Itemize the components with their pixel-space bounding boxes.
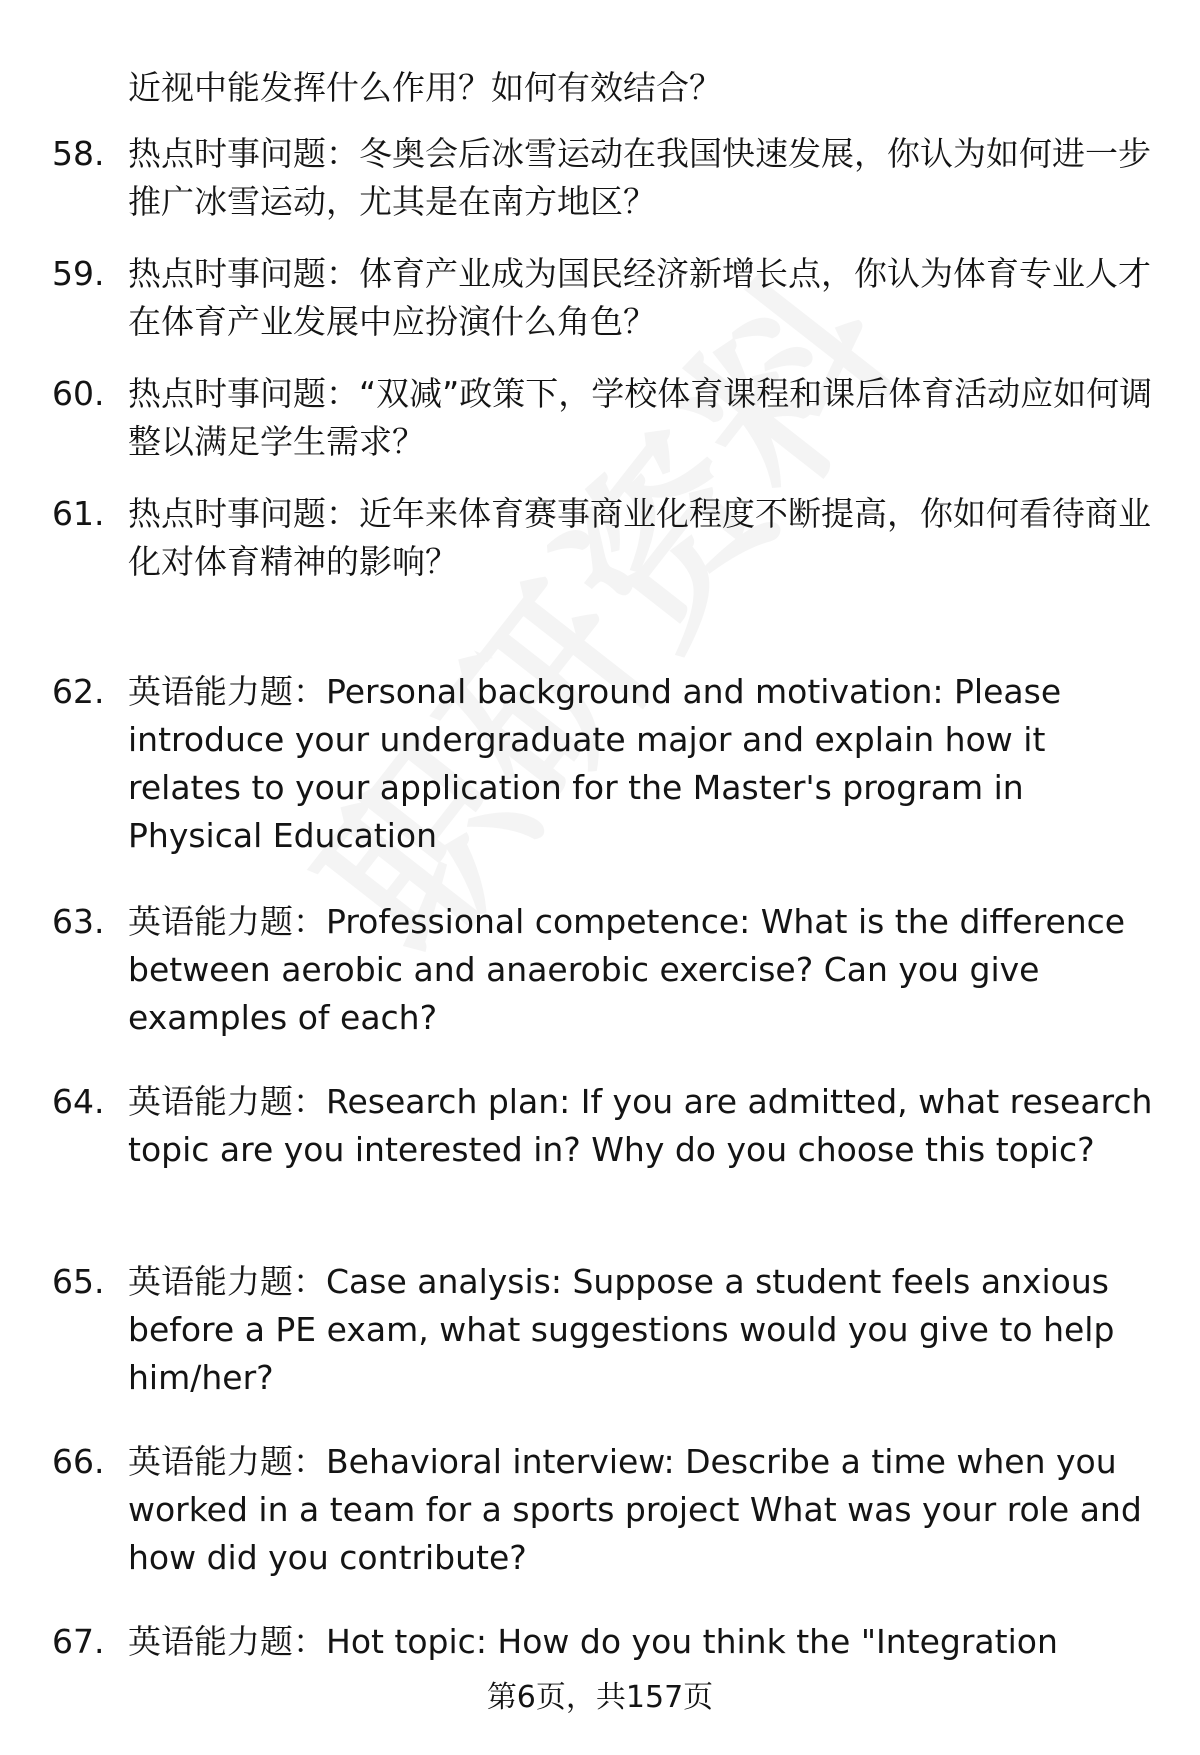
question-number: 61. [52,494,105,533]
question-number: 59. [52,254,105,293]
question-number: 66. [52,1442,105,1481]
question-text: 英语能力题：Case analysis: Suppose a student feels anxious before a PE exam, what suggestions would you give to help him/her? [128,1262,1115,1397]
question-text: 热点时事问题：体育产业成为国民经济新增长点，你认为体育专业人才在体育产业发展中应扮演什么角色？ [128,254,1151,341]
question-number: 67. [52,1622,105,1661]
question-text: 英语能力题：Professional competence: What is the difference between aerobic and anaerobic exercise? Can you give examples of each? [128,902,1126,1037]
question-text: 英语能力题：Research plan: If you are admitted, what research topic are you interested in? Why do you choose this topic? [128,1082,1153,1169]
question-number: 58. [52,134,105,173]
question-text: 英语能力题：Hot topic: How do you think the "Integration [128,1622,1058,1661]
question-text: 英语能力题：Behavioral interview: Describe a time when you worked in a team for a sports project What was your role and how did you contribute? [128,1442,1142,1577]
question-number: 64. [52,1082,105,1121]
continuation-text: 近视中能发挥什么作用？如何有效结合？ [128,68,722,107]
page-footer: 第6页，共157页 [486,1680,714,1715]
question-text: 热点时事问题：冬奥会后冰雪运动在我国快速发展，你认为如何进一步推广冰雪运动，尤其是在南方地区？ [128,134,1151,221]
question-number: 63. [52,902,105,941]
question-number: 62. [52,672,105,711]
question-number: 60. [52,374,105,413]
question-text: 热点时事问题：“双减”政策下，学校体育课程和课后体育活动应如何调整以满足学生需求？ [128,374,1153,461]
question-number: 65. [52,1262,105,1301]
question-text: 英语能力题：Personal background and motivation: Please introduce your undergraduate major and explain how it relates to your application for the Master's program in Physical Education [128,672,1062,855]
question-text: 热点时事问题：近年来体育赛事商业化程度不断提高，你如何看待商业化对体育精神的影响？ [128,494,1151,581]
